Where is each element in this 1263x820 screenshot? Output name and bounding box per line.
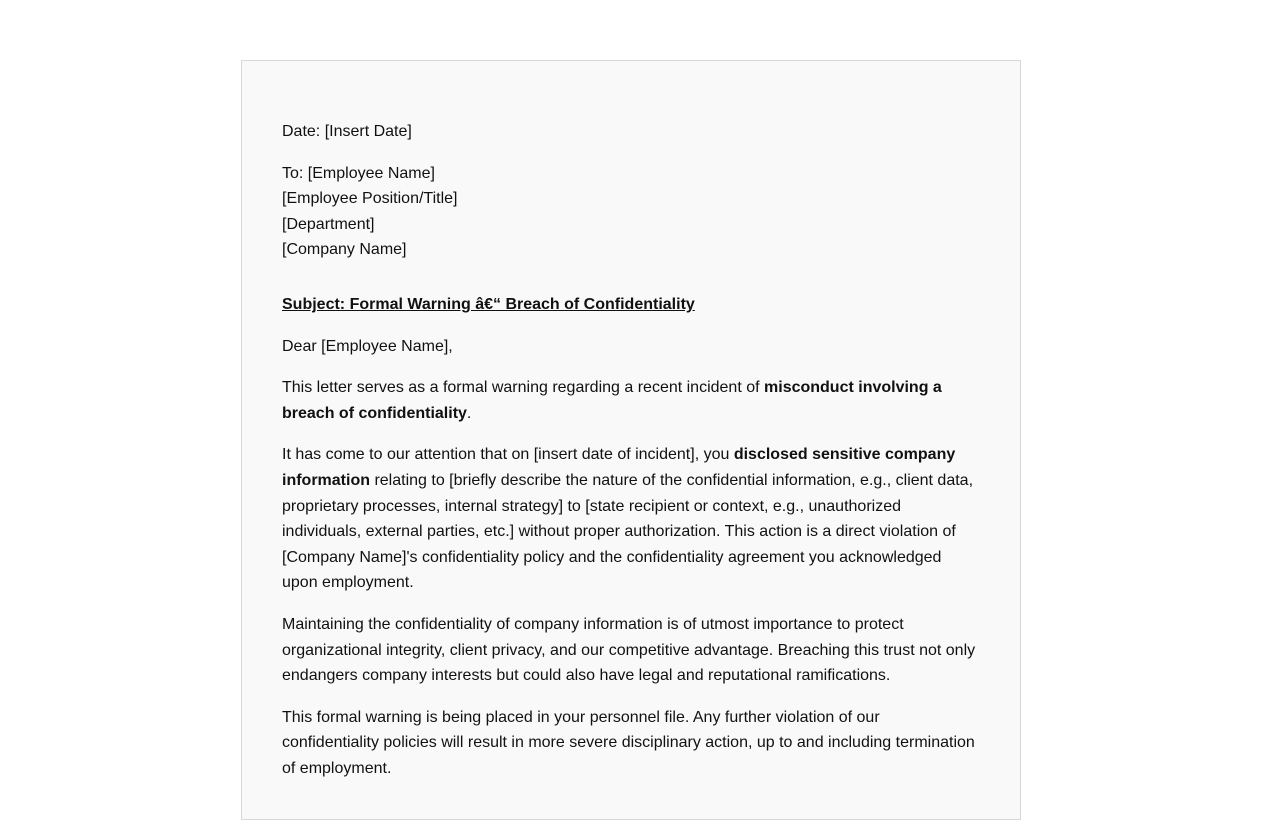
salutation: Dear [Employee Name], (282, 337, 453, 355)
letter-page (241, 60, 1021, 820)
paragraph-1-text: This letter serves as a formal warning regarding a recent incident of (282, 379, 765, 397)
paragraph-1-end: . (466, 404, 472, 422)
paragraph-2-bold: disclosed sensitive company information (282, 446, 956, 489)
paragraph-3: Maintaining the confidentiality of company information is of utmost importance to protect organizational integrity, client privacy, and our competitive advantage. Breaching this trust not only endangers company interests but could also have legal and reputational ramifications. (282, 615, 976, 685)
paragraph-1-bold: misconduct involving a breach of confidentiality (282, 379, 942, 422)
recipient-company: [Company Name] (282, 241, 407, 259)
paragraph-2 (282, 442, 980, 596)
recipient-block (282, 161, 980, 263)
paragraph-2-rest: relating to [briefly describe the nature of the confidential information, e.g., client data, proprietary processes, internal strategy] to [state recipient or context, e.g., unauthorized individuals, external parties, etc.] without proper authorization. This action is a direct violation of [Company Name]'s confidentiality policy and the confidentiality agreement you acknowledged upon employment. (282, 471, 974, 592)
paragraph-4: This formal warning is being placed in your personnel file. Any further violation of our confidentiality policies will result in more severe disciplinary action, up to and including termination of employment. (282, 708, 975, 777)
date-line: Date: [Insert Date] (282, 123, 412, 140)
paragraph-2-text: It has come to our attention that on [insert date of incident], you (282, 446, 734, 464)
recipient-department: [Department] (282, 215, 375, 233)
paragraph-1 (282, 375, 980, 426)
recipient-name: To: [Employee Name] (282, 164, 435, 182)
recipient-title: [Employee Position/Title] (282, 190, 458, 208)
subject-line: Subject: Formal Warning â€“ Breach of Confidentiality (282, 295, 695, 313)
